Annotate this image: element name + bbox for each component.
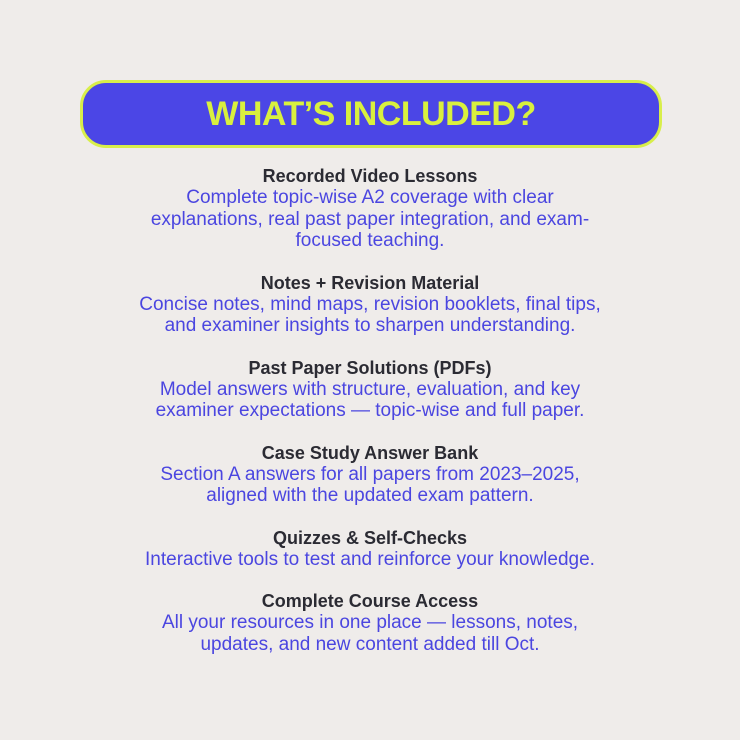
feature-description-line: updates, and new content added till Oct. [200,633,540,655]
feature-title: Recorded Video Lessons [262,166,478,186]
feature-title: Quizzes & Self-Checks [272,527,468,548]
feature-title: Notes + Revision Material [260,272,480,293]
feature-description [120,379,620,422]
feature-description-line: Concise notes, mind maps, revision booklets, final tips, [139,293,601,315]
feature-past-paper-solutions [0,357,740,422]
feature-description-line: aligned with the updated exam pattern. [206,485,534,506]
feature-notes-revision [0,272,740,337]
feature-description [120,549,620,571]
feature-title: Case Study Answer Bank [261,442,479,463]
feature-description [120,464,620,507]
feature-description-line: Complete topic-wise A2 coverage with clear [186,187,554,208]
feature-description-line: All your resources in one place — lessons, notes, [161,612,579,633]
feature-title: Complete Course Access [261,591,479,611]
feature-quizzes [0,527,740,571]
feature-description-line: explanations, real past paper integration, and exam- [150,208,590,230]
feature-description-line: examiner expectations — topic-wise and full paper. [155,400,585,421]
feature-description-line: focused teaching. [295,230,445,251]
header-banner [80,80,662,148]
feature-title: Past Paper Solutions (PDFs) [248,357,492,378]
feature-description [120,612,620,655]
feature-description [120,187,620,252]
feature-description [120,294,620,337]
feature-description-line: Section A answers for all papers from 2023–2025, [160,463,580,485]
feature-description-line: and examiner insights to sharpen understanding. [164,315,576,336]
features-list [0,163,740,675]
feature-case-study-bank [0,442,740,507]
feature-description-line: Interactive tools to test and reinforce your knowledge. [145,548,595,570]
feature-course-access [0,590,740,655]
feature-description-line: Model answers with structure, evaluation, and key [159,378,581,400]
feature-video-lessons [0,165,740,252]
page-title: WHAT’S INCLUDED? [206,94,536,133]
